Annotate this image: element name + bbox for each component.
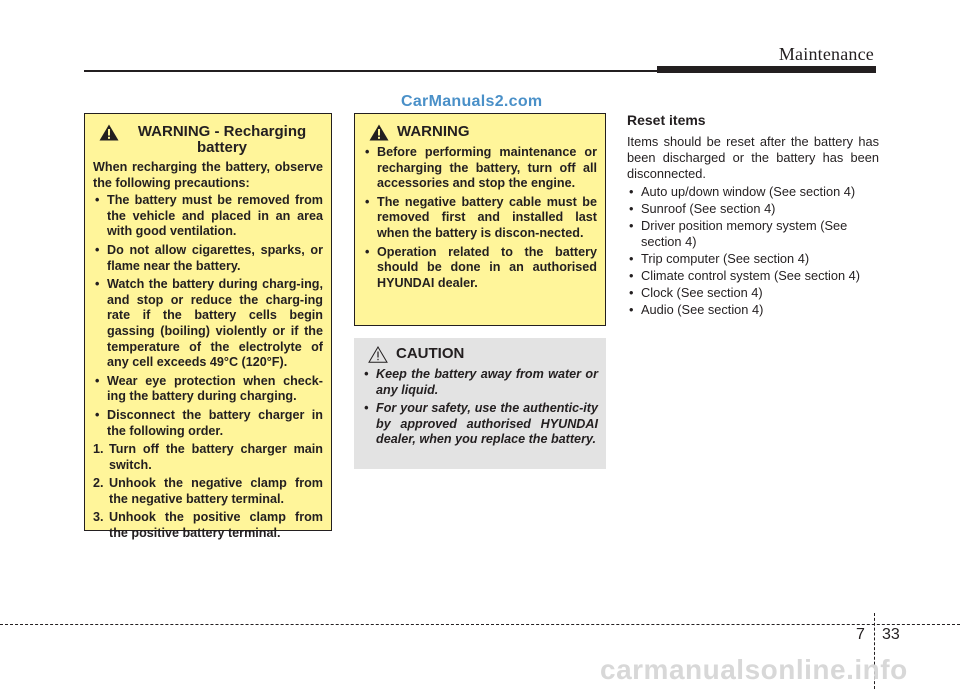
- reset-items-list: [627, 184, 879, 318]
- watermark-bottom[interactable]: carmanualsonline.info: [600, 654, 908, 685]
- reset-item: • Audio (See section 4): [627, 302, 879, 318]
- caution-box: [354, 338, 606, 469]
- warning-recharging-box: [84, 113, 332, 541]
- page-number: 33: [882, 626, 900, 643]
- header-rule-thin: [84, 70, 680, 72]
- caution-text: [362, 367, 598, 448]
- warning-recharging-text: [93, 160, 323, 542]
- reset-item: • Clock (See section 4): [627, 285, 879, 301]
- reset-item: • Trip computer (See section 4): [627, 251, 879, 267]
- step-text: Unhook the negative clamp from the negative battery terminal.: [109, 476, 323, 506]
- caution-triangle-icon: [368, 346, 388, 363]
- warning-recharging-title-line2: battery: [196, 139, 248, 156]
- page-chapter-number: 7: [856, 626, 865, 643]
- reset-item: • Sunroof (See section 4): [627, 201, 879, 217]
- warning-general-title: WARNING: [397, 123, 470, 140]
- step-number: 2.: [93, 476, 104, 491]
- watermark-top[interactable]: CarManuals2.com: [401, 93, 543, 110]
- step-number: 1.: [93, 442, 104, 457]
- warning-recharging-header: [93, 124, 323, 156]
- caution-title: CAUTION: [396, 345, 465, 362]
- reset-items-section: [627, 112, 879, 319]
- step-text: Unhook the positive clamp from the positive battery terminal.: [109, 510, 323, 541]
- warning-recharging-step: [93, 510, 323, 541]
- header-rule-thick: [657, 66, 876, 73]
- warning-recharging-title: WARNING - Recharging: [137, 123, 307, 140]
- warning-triangle-icon: [99, 124, 119, 141]
- warning-recharging-bullet: • Wear eye protection when check-ing the battery during charging.: [93, 374, 323, 405]
- warning-recharging-bullet: • The battery must be removed from the vehicle and placed in an area with good ventilation.: [93, 193, 323, 240]
- reset-item: • Driver position memory system (See section 4): [627, 218, 879, 250]
- reset-items-body: Items should be reset after the battery has been discharged or the battery has been disconnected.: [627, 134, 879, 181]
- warning-triangle-icon: [369, 124, 389, 141]
- warning-recharging-bullet: • Watch the battery during charg-ing, and stop or reduce the charg-ing rate if the battery cells begin gassing (boiling) violently or if the temperature of the electrolyte of any cell exceeds 49°C (120°F).: [93, 277, 323, 371]
- warning-general-bullet: • Operation related to the battery should be done in an authorised HYUNDAI dealer.: [363, 245, 597, 292]
- warning-general-box: [354, 113, 606, 326]
- warning-recharging-step: [93, 476, 323, 507]
- warning-recharging-bullet: • Do not allow cigarettes, sparks, or flame near the battery.: [93, 243, 323, 274]
- page-header-title: Maintenance: [778, 44, 874, 64]
- reset-items-title: Reset items: [627, 112, 706, 128]
- reset-item: • Auto up/down window (See section 4): [627, 184, 879, 200]
- footer-rule: [0, 624, 960, 625]
- reset-item: • Climate control system (See section 4): [627, 268, 879, 284]
- step-text: Turn off the battery charger main switch.: [109, 442, 323, 472]
- warning-general-header: [363, 124, 597, 141]
- warning-general-bullet: • The negative battery cable must be removed first and installed last when the battery is discon-nected.: [363, 195, 597, 242]
- warning-recharging-bullet: • Disconnect the battery charger in the following order.: [93, 408, 323, 439]
- caution-bullet: • For your safety, use the authentic-ity by approved authorised HYUNDAI dealer, when you replace the battery.: [362, 401, 598, 448]
- warning-recharging-intro: When recharging the battery, observe the following precautions:: [93, 160, 323, 190]
- caution-bullet: • Keep the battery away from water or any liquid.: [362, 367, 598, 398]
- warning-general-bullet: • Before performing maintenance or recharging the battery, turn off all accessories and stop the engine.: [363, 145, 597, 192]
- caution-header: [362, 346, 598, 363]
- warning-recharging-step: [93, 442, 323, 473]
- warning-general-text: [363, 145, 597, 291]
- step-number: 3.: [93, 510, 104, 525]
